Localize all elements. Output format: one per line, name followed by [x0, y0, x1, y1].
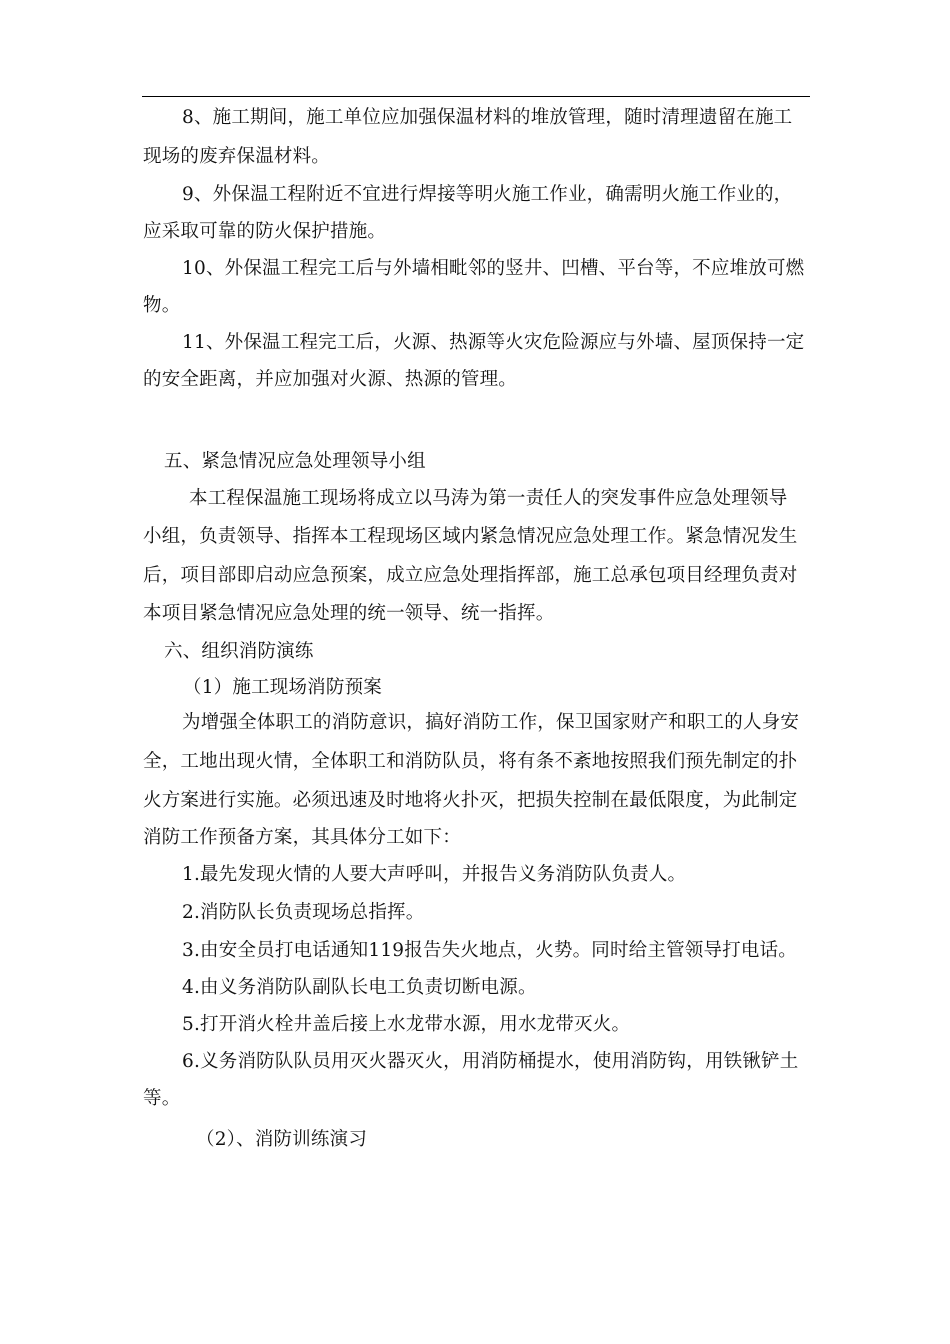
header-rule	[142, 96, 810, 97]
text-line: 的安全距离，并应加强对火源、热源的管理。	[143, 369, 518, 390]
text-line: 本工程保温施工现场将成立以马涛为第一责任人的突发事件应急处理领导	[189, 488, 788, 509]
subsection-heading: （1）施工现场消防预案	[183, 677, 382, 698]
subsection-heading: （2）、消防训练演习	[196, 1129, 368, 1150]
text-line: 本项目紧急情况应急处理的统一领导、统一指挥。	[143, 603, 555, 624]
list-item: 1.最先发现火情的人要大声呼叫，并报告义务消防队负责人。	[182, 864, 687, 885]
text-line: 现场的废弃保温材料。	[143, 146, 331, 167]
text-line: 后，项目部即启动应急预案，成立应急处理指挥部，施工总承包项目经理负责对	[143, 565, 798, 586]
text-line: 9、外保温工程附近不宜进行焊接等明火施工作业，确需明火施工作业的，	[182, 184, 793, 205]
list-item: 3.由安全员打电话通知119报告失火地点，火势。同时给主管领导打电话。	[182, 940, 797, 961]
text-line: 消防工作预备方案，其具体分工如下：	[143, 827, 461, 848]
list-item: 2.消防队长负责现场总指挥。	[182, 902, 425, 923]
section-heading: 六、组织消防演练	[164, 641, 314, 662]
text-line: 10、外保温工程完工后与外墙相毗邻的竖井、凹槽、平台等，不应堆放可燃	[182, 258, 805, 279]
list-item: 4.由义务消防队副队长电工负责切断电源。	[182, 977, 537, 998]
text-line: 等。	[143, 1088, 181, 1109]
text-line: 为增强全体职工的消防意识，搞好消防工作，保卫国家财产和职工的人身安	[182, 712, 800, 733]
text-line: 11、外保温工程完工后，火源、热源等火灾危险源应与外墙、屋顶保持一定	[182, 332, 805, 353]
text-line: 火方案进行实施。必须迅速及时地将火扑灭，把损失控制在最低限度，为此制定	[143, 790, 798, 811]
section-heading: 五、紧急情况应急处理领导小组	[164, 451, 426, 472]
text-line: 应采取可靠的防火保护措施。	[143, 221, 387, 242]
text-line: 全，工地出现火情，全体职工和消防队员，将有条不紊地按照我们预先制定的扑	[143, 751, 798, 772]
text-line: 8、施工期间，施工单位应加强保温材料的堆放管理，随时清理遗留在施工	[182, 107, 793, 128]
text-line: 物。	[143, 295, 181, 316]
text-line: 小组，负责领导、指挥本工程现场区域内紧急情况应急处理工作。紧急情况发生	[143, 526, 798, 547]
list-item: 5.打开消火栓井盖后接上水龙带水源，用水龙带灭火。	[182, 1014, 631, 1035]
list-item: 6.义务消防队队员用灭火器灭火，用消防桶提水，使用消防钩，用铁锹铲土	[182, 1051, 799, 1072]
